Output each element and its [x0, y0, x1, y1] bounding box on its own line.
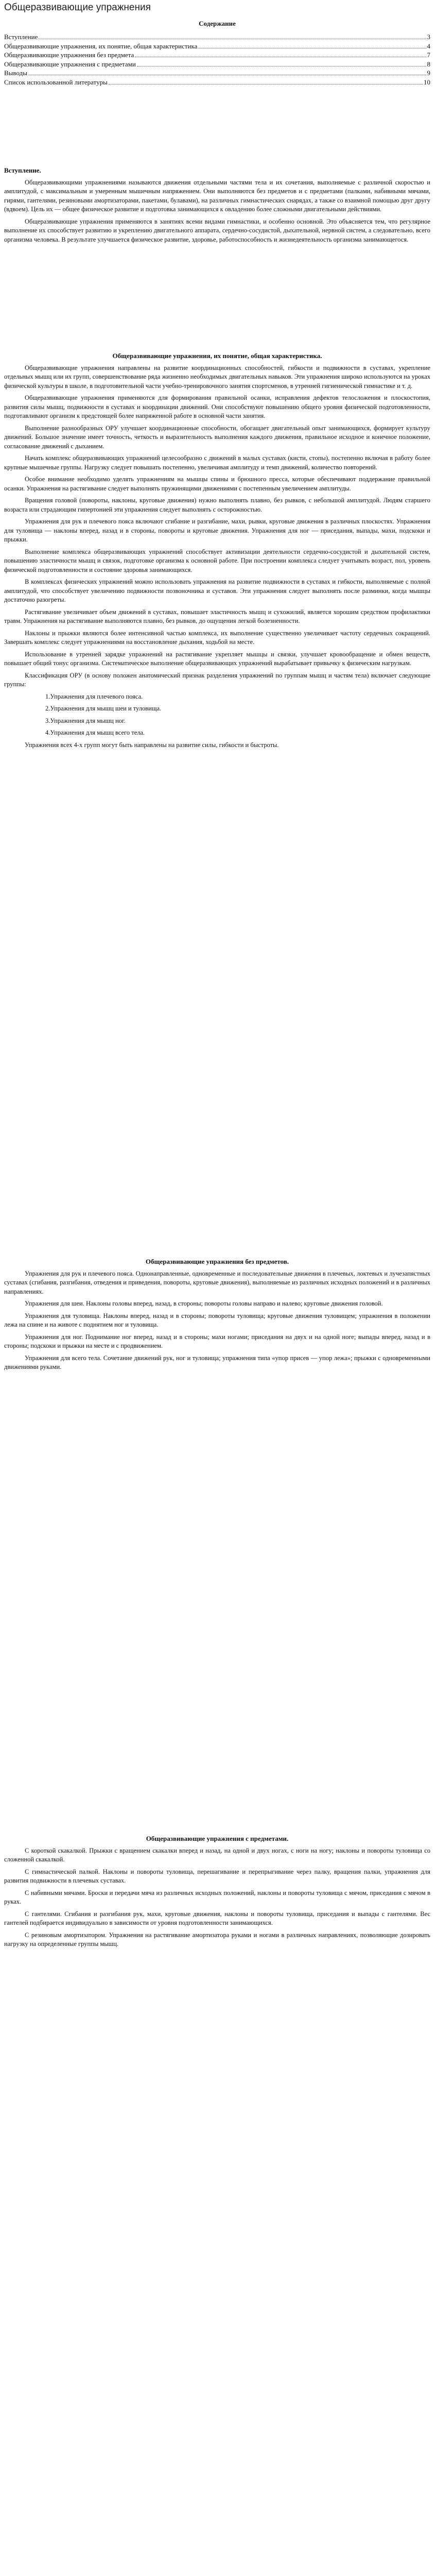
list-item: 4.Упражнения для мышц всего тела. [45, 729, 145, 736]
toc-item[interactable] [4, 33, 430, 42]
paragraph: С резиновым амортизатором. Упражнения на растягивание амортизатора руками и ногами в различных направлениях, позволяющие дозировать нагрузку на определенные группы мышц. [4, 1931, 430, 1947]
toc-heading: Содержание [199, 20, 236, 27]
toc-item-page: 8 [427, 60, 430, 68]
paragraph: Выполнение разнообразных ОРУ улучшает координационные способности, обогащает двигательный опыт занимающихся, формирует культуру движений. Большое значение имеет точность, четкость и выразительность выполнения каждого движения, правильное исходное и конечное положение, согласование движений с дыханием. [4, 424, 430, 450]
section-general-body [4, 364, 430, 689]
paragraph: С короткой скакалкой. Прыжки с вращением скакалки вперед и назад, на одной и двух ногах, с ноги на ногу; наклоны и повороты туловища со сложенной скакалкой. [4, 1846, 430, 1863]
toc-item-label: Общеразвивающие упражнения, их понятие, общая характеристика [4, 42, 198, 50]
paragraph: Начать комплекс общеразвивающих упражнений целесообразно с движений в малых суставах (кисти, стопы), постепенно включая в работу более крупные мышечные группы. Нагрузку следует повышать постепенно, увеличивая амплитуду и темп движений, количество повторений. [4, 454, 430, 471]
toc-item-page: 7 [427, 51, 430, 59]
table-of-contents [4, 20, 430, 87]
toc-item-label: Общеразвивающие упражнения с предметами [4, 60, 136, 68]
paragraph: Общеразвивающие упражнения применяются в занятиях всеми видами гимнастики, и особенно основной. Это объясняется тем, что регулярное выполнение их способствует развитию и укреплению двигательного аппарата, сердечно-сосудистой, дыхательной, нервной систем, а следовательно, всего организма человека. В результате улучшается физическое развитие, здоровье, работоспособность и жизнедеятельность организма занимающегося. [4, 217, 430, 243]
document-title: Общеразвивающие упражнения [4, 2, 151, 13]
section-general-closing: Упражнения всех 4-х групп могут быть направлены на развитие силы, гибкости и быстроты. [25, 741, 279, 749]
section-general-heading: Общеразвивающие упражнения, их понятие, общая характеристика. [112, 352, 322, 360]
toc-item[interactable] [4, 78, 430, 88]
section-no-objects [4, 1252, 430, 1375]
toc-item-page: 4 [427, 42, 430, 50]
toc-item-page: 10 [424, 78, 430, 86]
toc-item[interactable] [4, 42, 430, 52]
paragraph: Общеразвивающие упражнения направлены на развитие координационных способностей, гибкости и подвижности в суставах, укрепление отдельных мышц или их групп, совершенствование ряда жизненно необходимых двигательных навыков. Эти упражнения широко используются на уроках физической культуры в школе, в подготовительной части учебно-тренировочного занятия спортсменов, в утренней гигиенической гимнастике и т. д. [4, 364, 430, 389]
paragraph: Особое внимание необходимо уделять упражнениям на мышцы спины и брюшного пресса, которые обеспечивают поддержание правильной осанки. Упражнения на растягивание следует выполнять пружинящими движениями с постепенным увеличением амплитуды. [4, 476, 430, 492]
toc-item-page: 3 [427, 33, 430, 41]
toc-item-label: Список использованной литературы [4, 78, 108, 86]
toc-item-label: Общеразвивающие упражнения без предмета [4, 51, 134, 59]
paragraph: Упражнения для туловища. Наклоны вперед, назад и в стороны; повороты туловища; круговые движения туловищем; упражнения в положении лежа на спине и на животе с поднятием ног и туловища. [4, 1312, 430, 1328]
toc-item[interactable] [4, 69, 430, 78]
paragraph: Растягивание увеличивает объем движений в суставах, повышает эластичность мышц и сухожилий, является хорошим средством профилактики травм. Упражнения на растягивание выполняются плавно, без рывков, до ощущения легкой болезненности. [4, 608, 430, 624]
list-item: 1.Упражнения для плечевого пояса. [45, 692, 143, 700]
intro-heading: Вступление. [4, 166, 41, 174]
paragraph: Упражнения для рук и плечевого пояса включают сгибание и разгибание, махи, рывки, круговые движения в различных плоскостях. Упражнения для туловища — наклоны вперед, назад и в стороны, повороты и круговые движения. Упражнения для ног — приседания, выпады, махи, подскоки и прыжки. [4, 518, 430, 543]
paragraph: С набивными мячами. Броски и передачи мяча из различных исходных положений, наклоны и повороты туловища с мячом, приседания с мячом в руках. [4, 1889, 430, 1905]
toc-list [4, 33, 430, 87]
paragraph: Упражнения для ног. Поднимание ног вперед, назад и в стороны; махи ногами; приседания на двух и на одной ноге; выпады вперед, назад и в стороны; подскоки и прыжки на месте и с продвижением. [4, 1333, 430, 1349]
section-with-objects-heading: Общеразвивающие упражнения с предметами. [146, 1835, 289, 1842]
paragraph: Наклоны и прыжки являются более интенсивной частью комплекса, их выполнение существенно увеличивает частоту сердечных сокращений. Завершать комплекс следует упражнениями на восстановление дыхания, ходьбой на месте. [4, 629, 430, 646]
section-no-objects-heading: Общеразвивающие упражнения без предметов. [145, 1258, 289, 1265]
section-no-objects-body [4, 1269, 430, 1372]
toc-item-label: Выводы [4, 69, 27, 77]
paragraph: Классификация ОРУ (в основу положен анатомический признак разделения упражнений по группам мышц и частям тела) включает следующие группы: [4, 671, 430, 688]
section-with-objects-body [4, 1846, 430, 1949]
intro-body [4, 178, 430, 245]
toc-item[interactable] [4, 51, 430, 60]
paragraph: Общеразвивающие упражнения применяются для формирования правильной осанки, исправления дефектов телосложения и плоскостопия, развития силы мышц, подвижности в суставах и координации движений. Они способствуют повышению общего уровня физической подготовленности, подготавливают организм к предстоящей более напряженной работе в основной части занятия. [4, 394, 430, 419]
paragraph: Упражнения для шеи. Наклоны головы вперед, назад, в стороны; повороты головы направо и налево; круговые движения головой. [25, 1300, 383, 1307]
paragraph: Общеразвивающими упражнениями называются движения отдельными частями тела и их сочетания, выполняемые с различной скоростью и амплитудой, с максимальным и умеренным мышечным напряжением. Они выполняются без предметов и с предметами (палками, набивными мячами, гирями, гантелями, резиновыми амортизаторами, пакетами, булавами), на различных гимнастических снарядах, а также со взаимной помощью друг другу (вдвоем). Цель их — общее физическое развитие и подготовка занимающихся к овладению более сложными двигательными действиями. [4, 178, 430, 213]
classification-list [4, 692, 430, 738]
paragraph: Выполнение комплекса общеразвивающих упражнений способствует активизации деятельности сердечно-сосудистой и дыхательной систем, повышению эластичности мышц и связок, подготовке организма к основной работе. При построении комплекса следует учитывать возраст, пол, уровень физической подготовленности и состояние здоровья занимающихся. [4, 548, 430, 573]
paragraph: С гимнастической палкой. Наклоны и повороты туловища, перешагивание и перепрыгивание через палку, вращения палки, упражнения для развития подвижности в плечевых суставах. [4, 1868, 430, 1884]
paragraph: Использование в утренней зарядке упражнений на растягивание укрепляет мышцы и связки, улучшает кровообращение и обмен веществ, повышает общий тонус организма. Систематическое выполнение общеразвивающих упражнений вырабатывает привычку к физическим нагрузкам. [4, 650, 430, 667]
toc-item-label: Вступление [4, 33, 38, 41]
section-general [4, 346, 430, 753]
paragraph: В комплексах физических упражнений можно использовать упражнения на развитие подвижности в суставах и гибкости, выполняемые с полной амплитудой, что способствует увеличению подвижности позвоночника и суставов. Эти упражнения следует выполнять после разминки, когда мышцы достаточно разогреты. [4, 578, 430, 603]
toc-item[interactable] [4, 60, 430, 70]
list-item: 2.Упражнения для мышц шеи и туловища. [45, 705, 162, 712]
intro-section [4, 166, 430, 247]
paragraph: Вращения головой (повороты, наклоны, круговые движения) нужно выполнять плавно, без рывков, с небольшой амплитудой. Людям старшего возраста или страдающим гипертонией эти упражнения следует выполнять с осторожностью. [4, 497, 430, 513]
paragraph: Упражнения для всего тела. Сочетание движений рук, ног и туловища; упражнения типа «упор присев — упор лежа»; прыжки с одновременными движениями руками. [4, 1354, 430, 1370]
paragraph: С гантелями. Сгибания и разгибания рук, махи, круговые движения, наклоны и повороты туловища, приседания и выпады с гантелями. Вес гантелей подбирается индивидуально в зависимости от уровня подготовленности занимающихся. [4, 1910, 430, 1926]
list-item: 3.Упражнения для мышц ног. [45, 717, 126, 724]
paragraph: Упражнения для рук и плечевого пояса. Однонаправленные, одновременные и последовательные движения в плечевых, локтевых и лучезапястных суставах (сгибания, разгибания, отведения и приведения, повороты, круговые движения), выполняемые из различных исходных положений и в различных направлениях. [4, 1269, 430, 1295]
section-with-objects [4, 1829, 430, 1952]
toc-item-page: 9 [427, 69, 430, 77]
